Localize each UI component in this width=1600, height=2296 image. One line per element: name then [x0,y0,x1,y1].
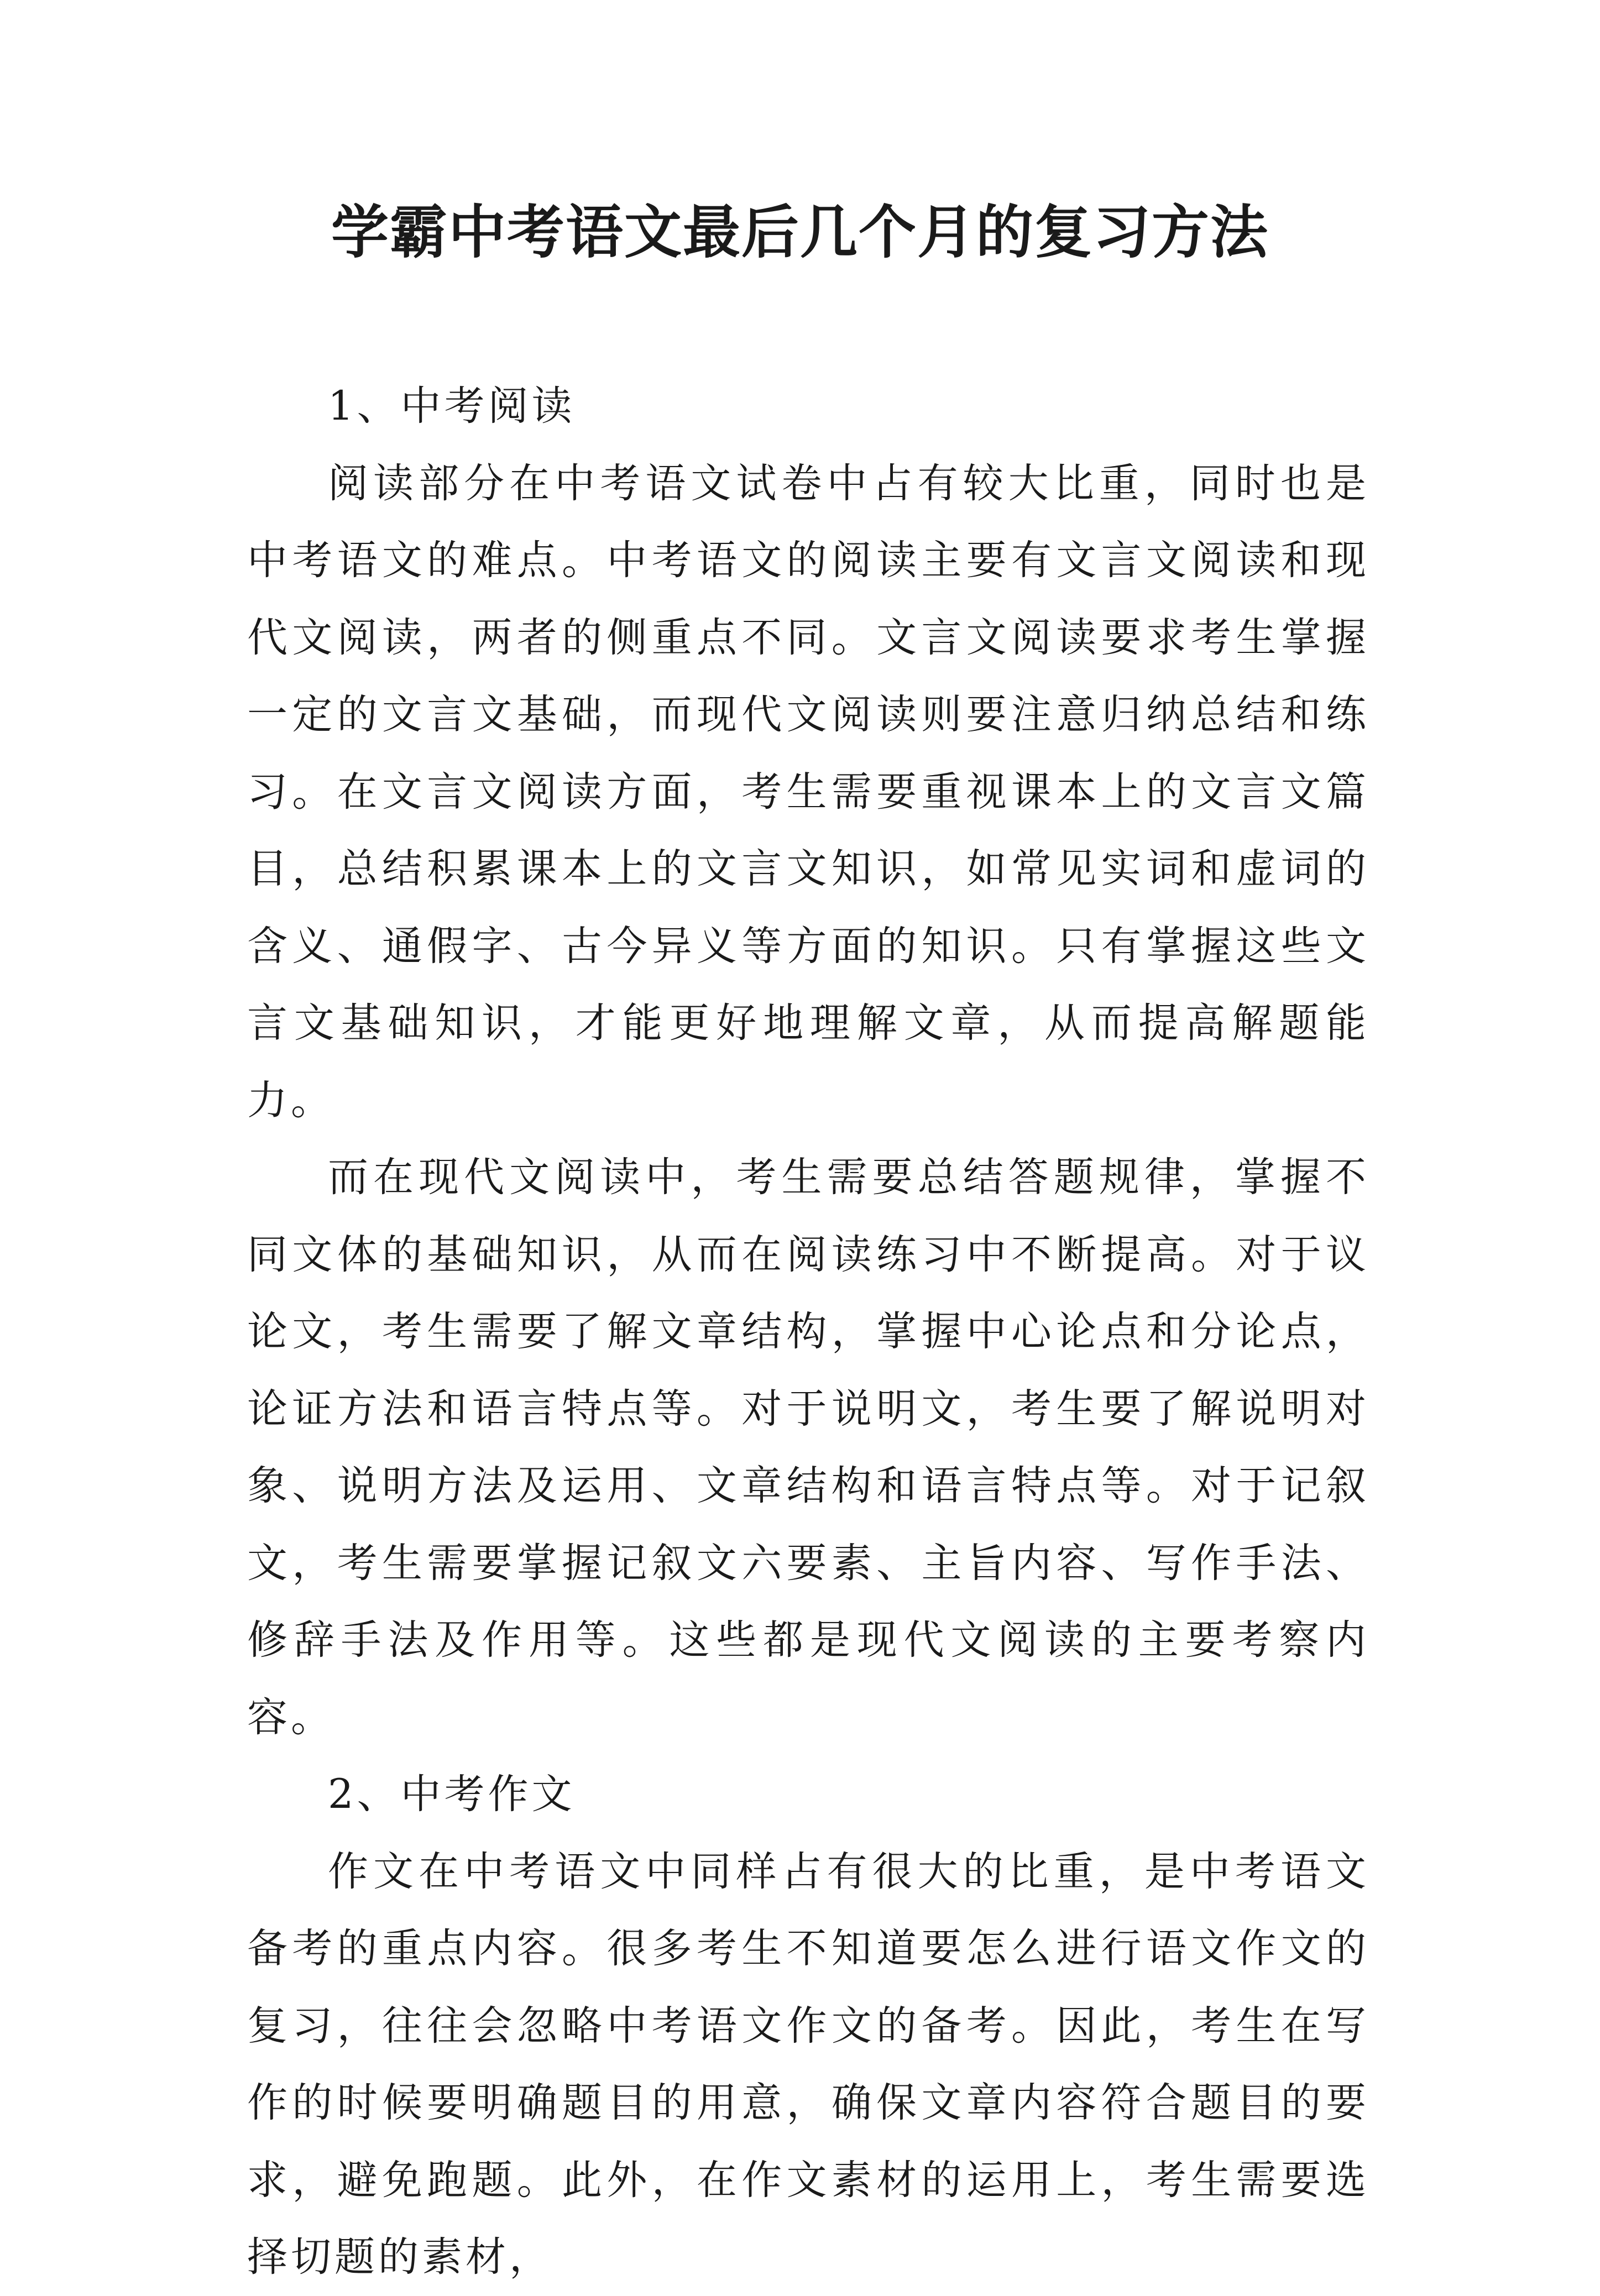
paragraph-composition: 作文在中考语文中同样占有很大的比重，是中考语文备考的重点内容。很多考生不知道要怎么进行语文作文的复习，往往会忽略中考语文作文的备考。因此，考生在写作的时候要明确题目的用意，确保文章内容符合题目的要求，避免跑题。此外，在作文素材的运用上，考生需要选择切题的素材， [247,1848,1369,2281]
paragraph-modern-reading: 而在现代文阅读中，考生需要总结答题规律，掌握不同文体的基础知识，从而在阅读练习中不断提高。对于议论文，考生需要了解文章结构，掌握中心论点和分论点，论证方法和语言特点等。对于说明文，考生要了解说明对象、说明方法及运用、文章结构和语言特点等。对于记叙文，考生需要掌握记叙文六要素、主旨内容、写作手法、修辞手法及作用等。这些都是现代文阅读的主要考察内容。 [247,1154,1369,1741]
paragraph-reading-overview: 阅读部分在中考语文试卷中占有较大比重，同时也是中考语文的难点。中考语文的阅读主要有文言文阅读和现代文阅读，两者的侧重点不同。文言文阅读要求考生掌握一定的文言文基础，而现代文阅读则要注意归纳总结和练习。在文言文阅读方面，考生需要重视课本上的文言文篇目，总结积累课本上的文言文知识，如常见实词和虚词的含义、通假字、古今异义等方面的知识。只有掌握这些文言文基础知识，才能更好地理解文章，从而提高解题能力。 [247,459,1369,1124]
section-heading-composition: 2、中考作文 [328,1771,576,1818]
document-title: 学霸中考语文最后几个月的复习方法 [331,198,1269,266]
section-heading-reading: 1、中考阅读 [328,383,576,430]
document-body [247,368,1369,2296]
